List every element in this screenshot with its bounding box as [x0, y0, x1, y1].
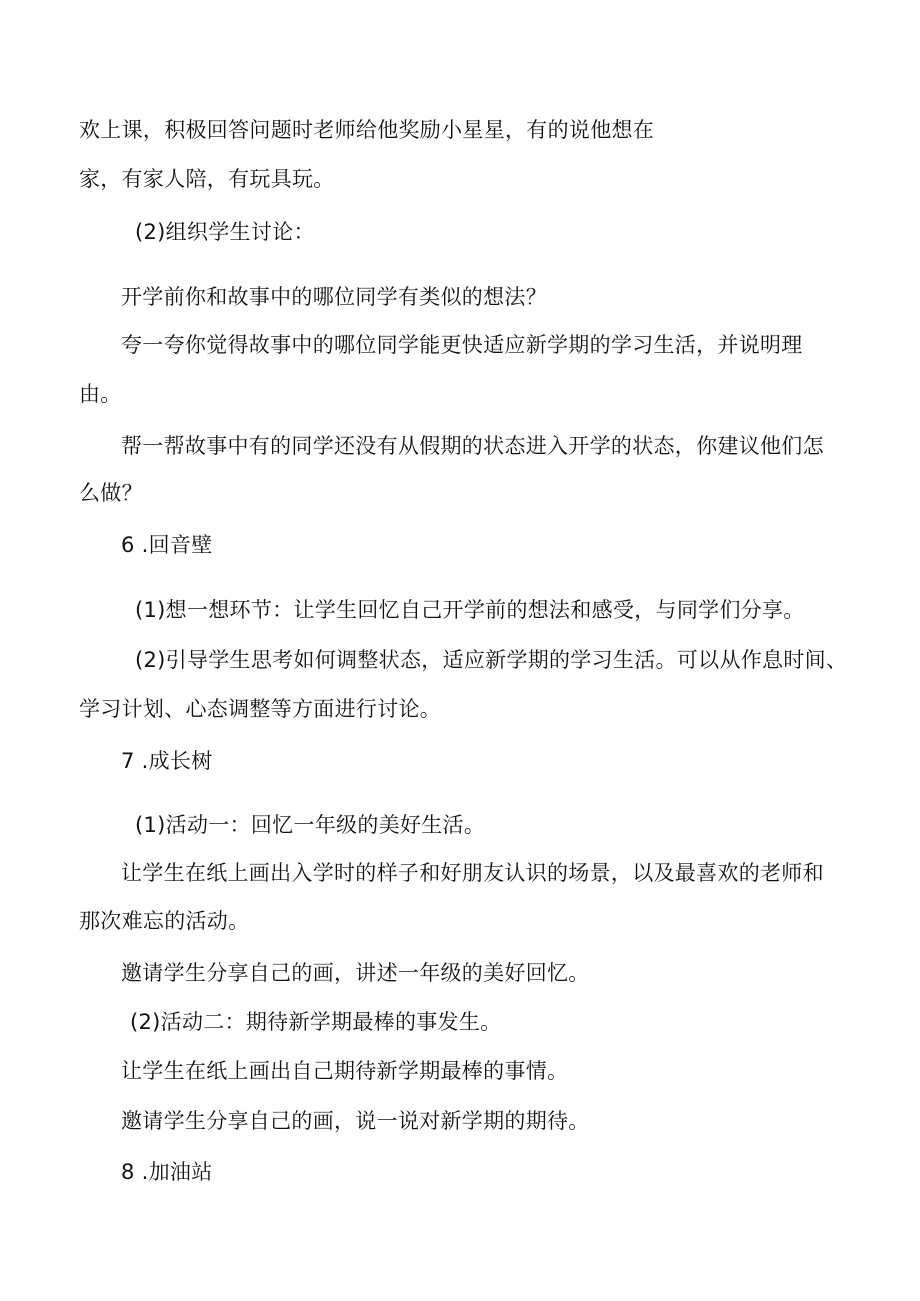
section-heading-8: 8 .加油站 — [121, 1160, 213, 1184]
text-line-continuation-2: 家，有家人陪，有玩具玩。 — [79, 167, 335, 191]
activity-two-draw: 让学生在纸上画出自己期待新学期最棒的事情。 — [121, 1059, 569, 1083]
subheading-organize-discussion: (2)组织学生讨论： — [135, 220, 315, 244]
paragraph-praise-line-2: 由。 — [79, 382, 122, 406]
text-line-continuation-1: 欢上课，积极回答问题时老师给他奖励小星星，有的说他想在 — [79, 118, 655, 142]
activity-one-heading: (1)活动一：回忆一年级的美好生活。 — [135, 813, 486, 837]
activity-two-heading: (2)活动二：期待新学期最棒的事发生。 — [130, 1010, 502, 1034]
activity-two-share: 邀请学生分享自己的画，说一说对新学期的期待。 — [121, 1109, 590, 1133]
section-heading-7: 7 .成长树 — [121, 749, 213, 773]
step-guide-line-1: (2)引导学生思考如何调整状态，适应新学期的学习生活。可以从作息时间、 — [135, 648, 848, 672]
step-guide-line-2: 学习计划、心态调整等方面进行讨论。 — [79, 697, 442, 721]
paragraph-help-line-2: 么做？ — [79, 481, 143, 505]
paragraph-help-line-1: 帮一帮故事中有的同学还没有从假期的状态进入开学的状态，你建议他们怎 — [121, 434, 824, 458]
section-heading-6: 6 .回音壁 — [121, 533, 213, 557]
paragraph-question-similar-idea: 开学前你和故事中的哪位同学有类似的想法？ — [121, 285, 547, 309]
activity-one-share: 邀请学生分享自己的画，讲述一年级的美好回忆。 — [121, 961, 590, 985]
step-think-line: (1)想一想环节：让学生回忆自己开学前的想法和感受，与同学们分享。 — [135, 598, 805, 622]
activity-one-line-1: 让学生在纸上画出入学时的样子和好朋友认识的场景，以及最喜欢的老师和 — [121, 861, 824, 885]
paragraph-praise-line-1: 夸一夸你觉得故事中的哪位同学能更快适应新学期的学习生活，并说明理 — [121, 333, 803, 357]
activity-one-line-2: 那次难忘的活动。 — [79, 909, 250, 933]
